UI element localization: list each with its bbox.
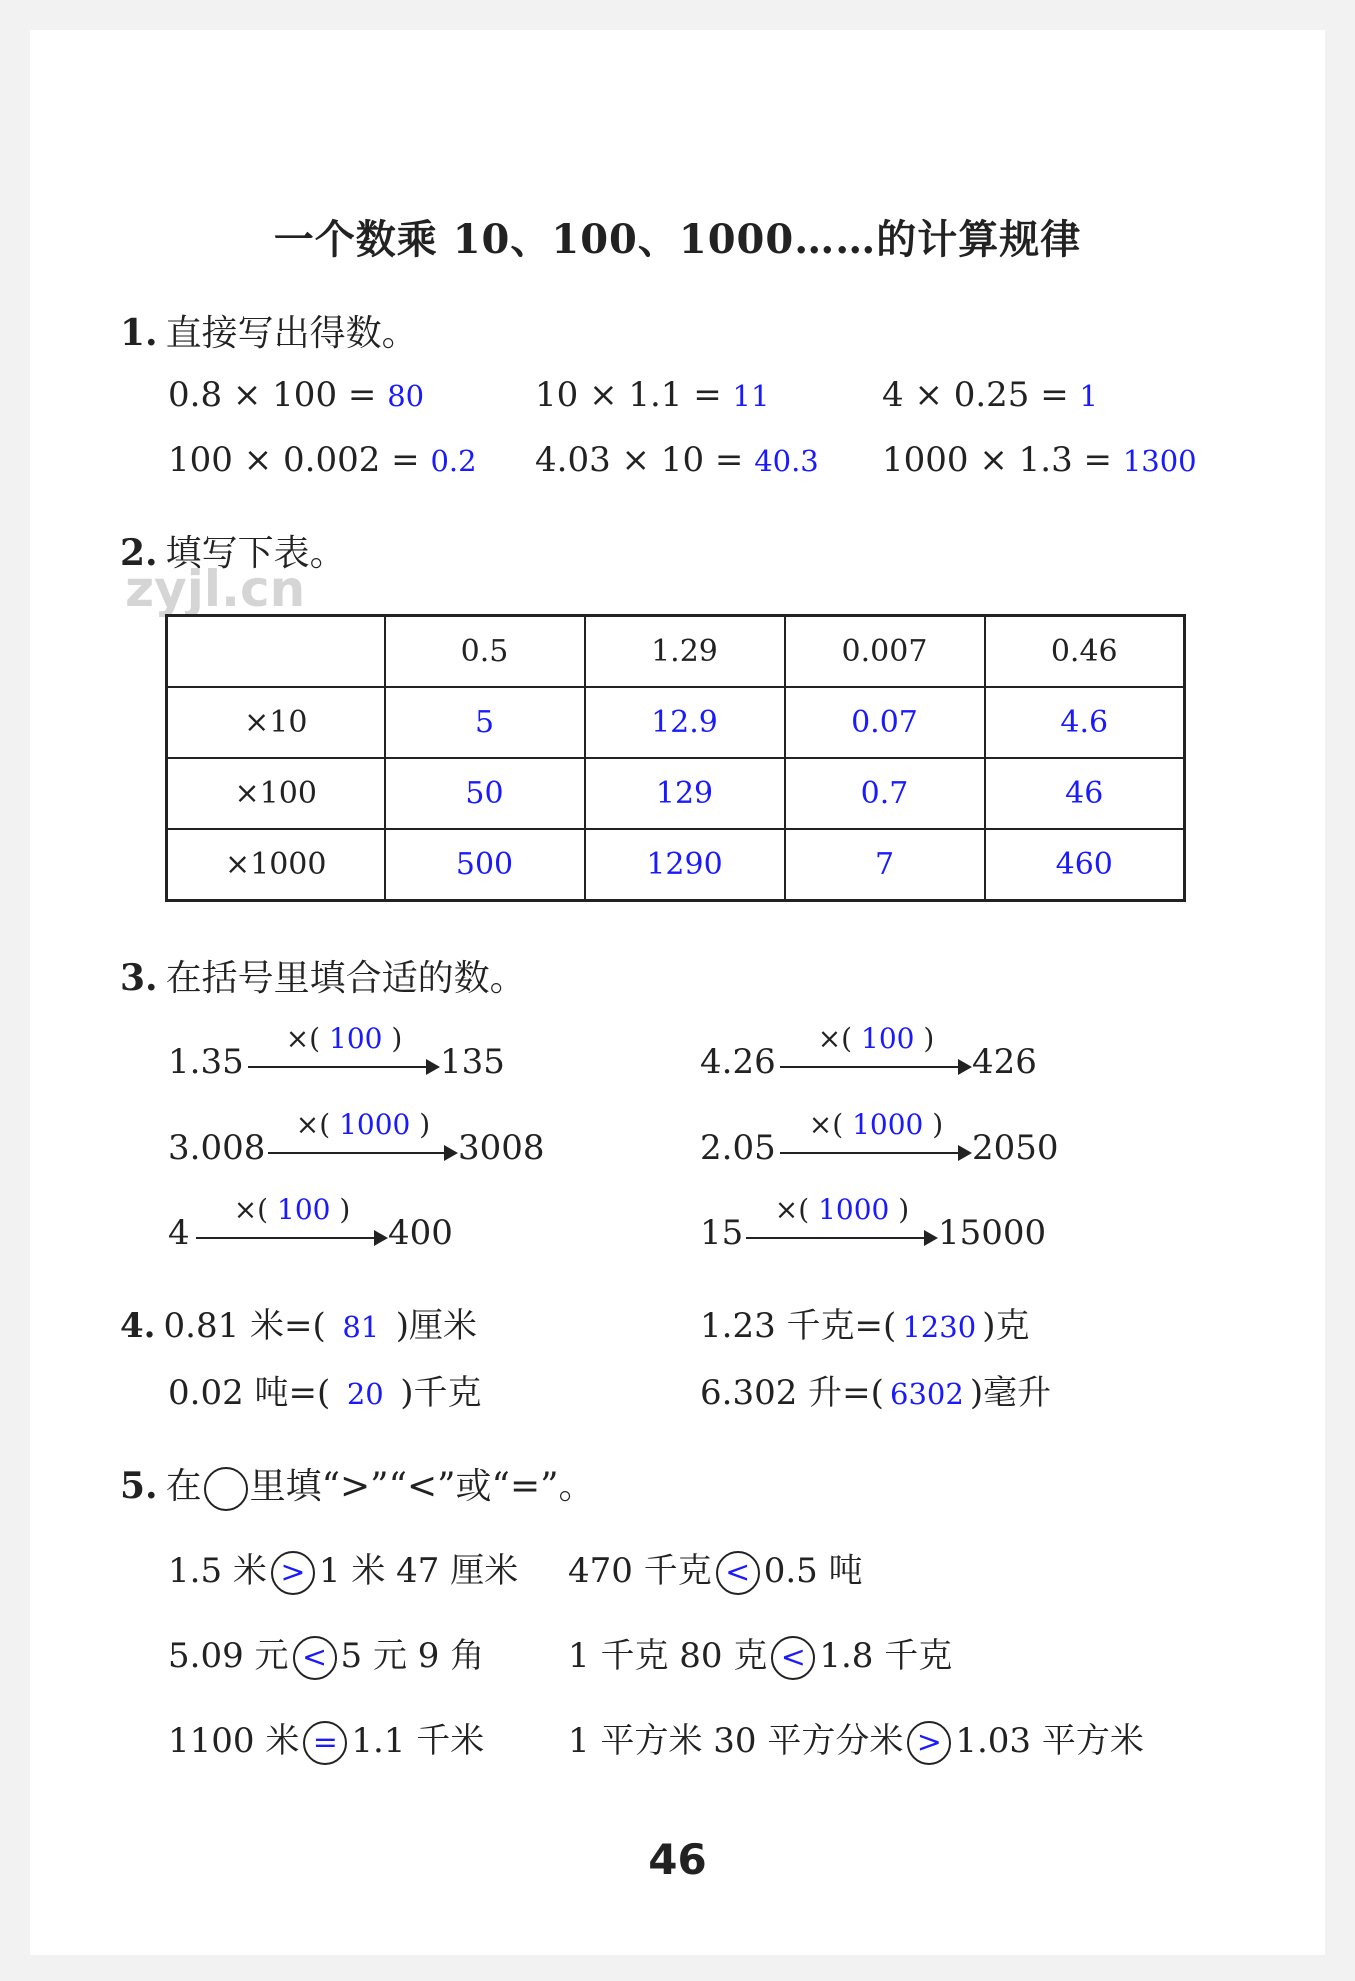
answer-cell: 7: [785, 829, 985, 901]
table-header-cell: 0.46: [985, 616, 1185, 688]
q3-arrow: [248, 1022, 440, 1106]
arrow-head-icon: [426, 1059, 440, 1075]
q2-number: 2.: [120, 532, 158, 574]
q1-answer: 1300: [1122, 444, 1197, 478]
q1-number: 1.: [120, 312, 158, 354]
q5-left: 1100 米: [168, 1721, 300, 1761]
answer-cell: 5: [385, 687, 585, 758]
q4-item-4: [700, 1365, 1051, 1414]
q3-to: 400: [388, 1213, 453, 1253]
multiplication-table: [165, 614, 1186, 902]
table-header-row: [167, 616, 1185, 688]
row-label: ×100: [167, 758, 385, 829]
q3-answer: 1000: [852, 1108, 924, 1141]
q1-answer: 40.3: [754, 444, 819, 478]
q4-answer: 1230: [902, 1310, 977, 1344]
circle-icon: [204, 1467, 248, 1511]
q4-number: 4.: [120, 1306, 156, 1346]
arrow-shaft: [196, 1237, 378, 1239]
q5-item-4: [568, 1628, 952, 1680]
q4-post: )毫升: [969, 1373, 1052, 1413]
q4-post: )厘米: [395, 1306, 478, 1346]
q3-heading: [120, 950, 526, 1001]
q4-item-2: [700, 1298, 1030, 1347]
answer-cell: 1290: [585, 829, 785, 901]
arrow-shaft: [746, 1237, 928, 1239]
q3-op-pre: ×(: [233, 1193, 269, 1226]
page-number: 46: [648, 1835, 707, 1884]
q5-left: 470 千克: [568, 1551, 712, 1591]
q1-answer: 0.2: [430, 444, 477, 478]
q1-answer: 11: [732, 379, 770, 413]
arrow-head-icon: [444, 1145, 458, 1161]
q3-to: 3008: [458, 1128, 545, 1168]
answer-cell: 0.7: [785, 758, 985, 829]
q1-expr: 4 × 0.25 =: [882, 375, 1080, 415]
q4-pre: 6.302 升=(: [700, 1373, 884, 1413]
q5-right: 5 元 9 角: [340, 1636, 485, 1676]
q1-item-4: [168, 440, 477, 480]
q1-expr: 100 × 0.002 =: [168, 440, 431, 480]
q3-arrow-label: [196, 1193, 388, 1226]
q3-to: 426: [972, 1042, 1037, 1082]
q3-op-pre: ×(: [774, 1193, 810, 1226]
q3-answer: 1000: [339, 1108, 411, 1141]
q4-answer: 20: [346, 1377, 384, 1411]
table-header-cell: 1.29: [585, 616, 785, 688]
q3-answer: 100: [861, 1022, 915, 1055]
q4-item-1: [120, 1298, 477, 1347]
answer-cell: 50: [385, 758, 585, 829]
q1-item-5: [535, 440, 819, 480]
q3-from: 4: [168, 1213, 190, 1253]
q5-number: 5.: [120, 1465, 158, 1507]
q3-arrow-label: [248, 1022, 440, 1055]
table-header-cell: 0.007: [785, 616, 985, 688]
q4-answer: 81: [342, 1310, 380, 1344]
answer-cell: 0.07: [785, 687, 985, 758]
q3-answer: 100: [277, 1193, 331, 1226]
q1-heading: [120, 305, 418, 356]
q3-op-post: ): [419, 1108, 431, 1141]
q5-text-post: 里填“>”“<”或“=”。: [249, 1466, 595, 1507]
q5-left: 1.5 米: [168, 1551, 267, 1591]
q3-from: 2.05: [700, 1128, 776, 1168]
answer-cell: 460: [985, 829, 1185, 901]
q3-instruction: 在括号里填合适的数。: [165, 958, 526, 999]
q3-to: 2050: [972, 1128, 1059, 1168]
q1-expr: 4.03 × 10 =: [535, 440, 755, 480]
q3-arrow: [746, 1193, 938, 1277]
row-label: ×10: [167, 687, 385, 758]
q5-item-1: [168, 1543, 518, 1595]
q5-right: 1.8 千克: [819, 1636, 953, 1676]
q5-item-5: [168, 1713, 484, 1765]
q4-pre: 1.23 千克=(: [700, 1306, 897, 1346]
q3-from: 15: [700, 1213, 744, 1253]
q3-to: 135: [440, 1042, 505, 1082]
q5-left: 1 平方米 30 平方分米: [568, 1721, 904, 1761]
arrow-head-icon: [374, 1230, 388, 1246]
q1-answer: 80: [387, 379, 425, 413]
q3-op-pre: ×(: [817, 1022, 853, 1055]
q5-right: 1.03 平方米: [955, 1721, 1144, 1761]
table-corner-cell: [167, 616, 385, 688]
table-row: [167, 687, 1185, 758]
q1-item-6: [882, 440, 1197, 480]
q4-item-3: [168, 1365, 482, 1414]
q3-arrow: [780, 1108, 972, 1192]
q5-item-6: [568, 1713, 1144, 1765]
arrow-shaft: [780, 1066, 962, 1068]
q3-op-post: ): [932, 1108, 944, 1141]
q3-to: 15000: [938, 1213, 1047, 1253]
q3-answer: 100: [329, 1022, 383, 1055]
answer-cell: 500: [385, 829, 585, 901]
q3-answer: 1000: [818, 1193, 890, 1226]
q4-pre: 0.02 吨=(: [168, 1373, 331, 1413]
q1-item-2: [535, 375, 769, 415]
compare-circle: <: [293, 1636, 337, 1680]
q4-post: )千克: [400, 1373, 482, 1413]
q3-arrow: [196, 1193, 388, 1277]
arrow-shaft: [248, 1066, 430, 1068]
compare-circle: =: [303, 1721, 347, 1765]
q1-instruction: 直接写出得数。: [165, 313, 418, 354]
page-title: 一个数乘 10、100、1000……的计算规律: [273, 216, 1082, 263]
compare-circle: <: [771, 1636, 815, 1680]
q3-op-post: ): [391, 1022, 403, 1055]
q2-instruction: 填写下表。: [165, 533, 346, 574]
q4-post: )克: [982, 1306, 1030, 1346]
q5-item-2: [568, 1543, 863, 1595]
q5-left: 1 千克 80 克: [568, 1636, 768, 1676]
compare-circle: >: [271, 1551, 315, 1595]
arrow-shaft: [780, 1152, 962, 1154]
q3-from: 1.35: [168, 1042, 244, 1082]
q3-from: 4.26: [700, 1042, 776, 1082]
q1-answer: 1: [1079, 379, 1098, 413]
q3-op-pre: ×(: [285, 1022, 321, 1055]
q3-arrow-label: [780, 1022, 972, 1055]
arrow-head-icon: [958, 1145, 972, 1161]
q3-arrow: [268, 1108, 458, 1192]
q5-left: 5.09 元: [168, 1636, 289, 1676]
q5-right: 1 米 47 厘米: [318, 1551, 519, 1591]
table-header-cell: 0.5: [385, 616, 585, 688]
answer-cell: 12.9: [585, 687, 785, 758]
q1-expr: 1000 × 1.3 =: [882, 440, 1123, 480]
compare-circle: <: [716, 1551, 760, 1595]
compare-circle: >: [907, 1721, 951, 1765]
q5-right: 1.1 千米: [351, 1721, 485, 1761]
watermark: zyjl.cn: [125, 560, 306, 618]
q1-item-3: [882, 375, 1098, 415]
arrow-head-icon: [924, 1230, 938, 1246]
q3-op-post: ): [923, 1022, 935, 1055]
answer-cell: 46: [985, 758, 1185, 829]
q5-right: 0.5 吨: [763, 1551, 863, 1591]
q3-number: 3.: [120, 957, 158, 999]
q1-expr: 10 × 1.1 =: [535, 375, 733, 415]
row-label: ×1000: [167, 829, 385, 901]
q3-op-pre: ×(: [295, 1108, 331, 1141]
q3-arrow-label: [268, 1108, 458, 1141]
q4-answer: 6302: [890, 1377, 964, 1411]
q3-arrow: [780, 1022, 972, 1106]
q3-op-pre: ×(: [808, 1108, 844, 1141]
q3-arrow-label: [780, 1108, 972, 1141]
q3-arrow-label: [746, 1193, 938, 1226]
q1-expr: 0.8 × 100 =: [168, 375, 388, 415]
answer-cell: 129: [585, 758, 785, 829]
q3-op-post: ): [339, 1193, 351, 1226]
q4-pre: 0.81 米=(: [163, 1306, 326, 1346]
q5-text-pre: 在: [165, 1466, 202, 1507]
q3-op-post: ): [898, 1193, 910, 1226]
answer-cell: 4.6: [985, 687, 1185, 758]
arrow-head-icon: [958, 1059, 972, 1075]
table-row: [167, 829, 1185, 901]
q3-from: 3.008: [168, 1128, 266, 1168]
q1-item-1: [168, 375, 424, 415]
q5-item-3: [168, 1628, 484, 1680]
q5-heading: [120, 1458, 595, 1511]
table-row: [167, 758, 1185, 829]
arrow-shaft: [268, 1152, 448, 1154]
